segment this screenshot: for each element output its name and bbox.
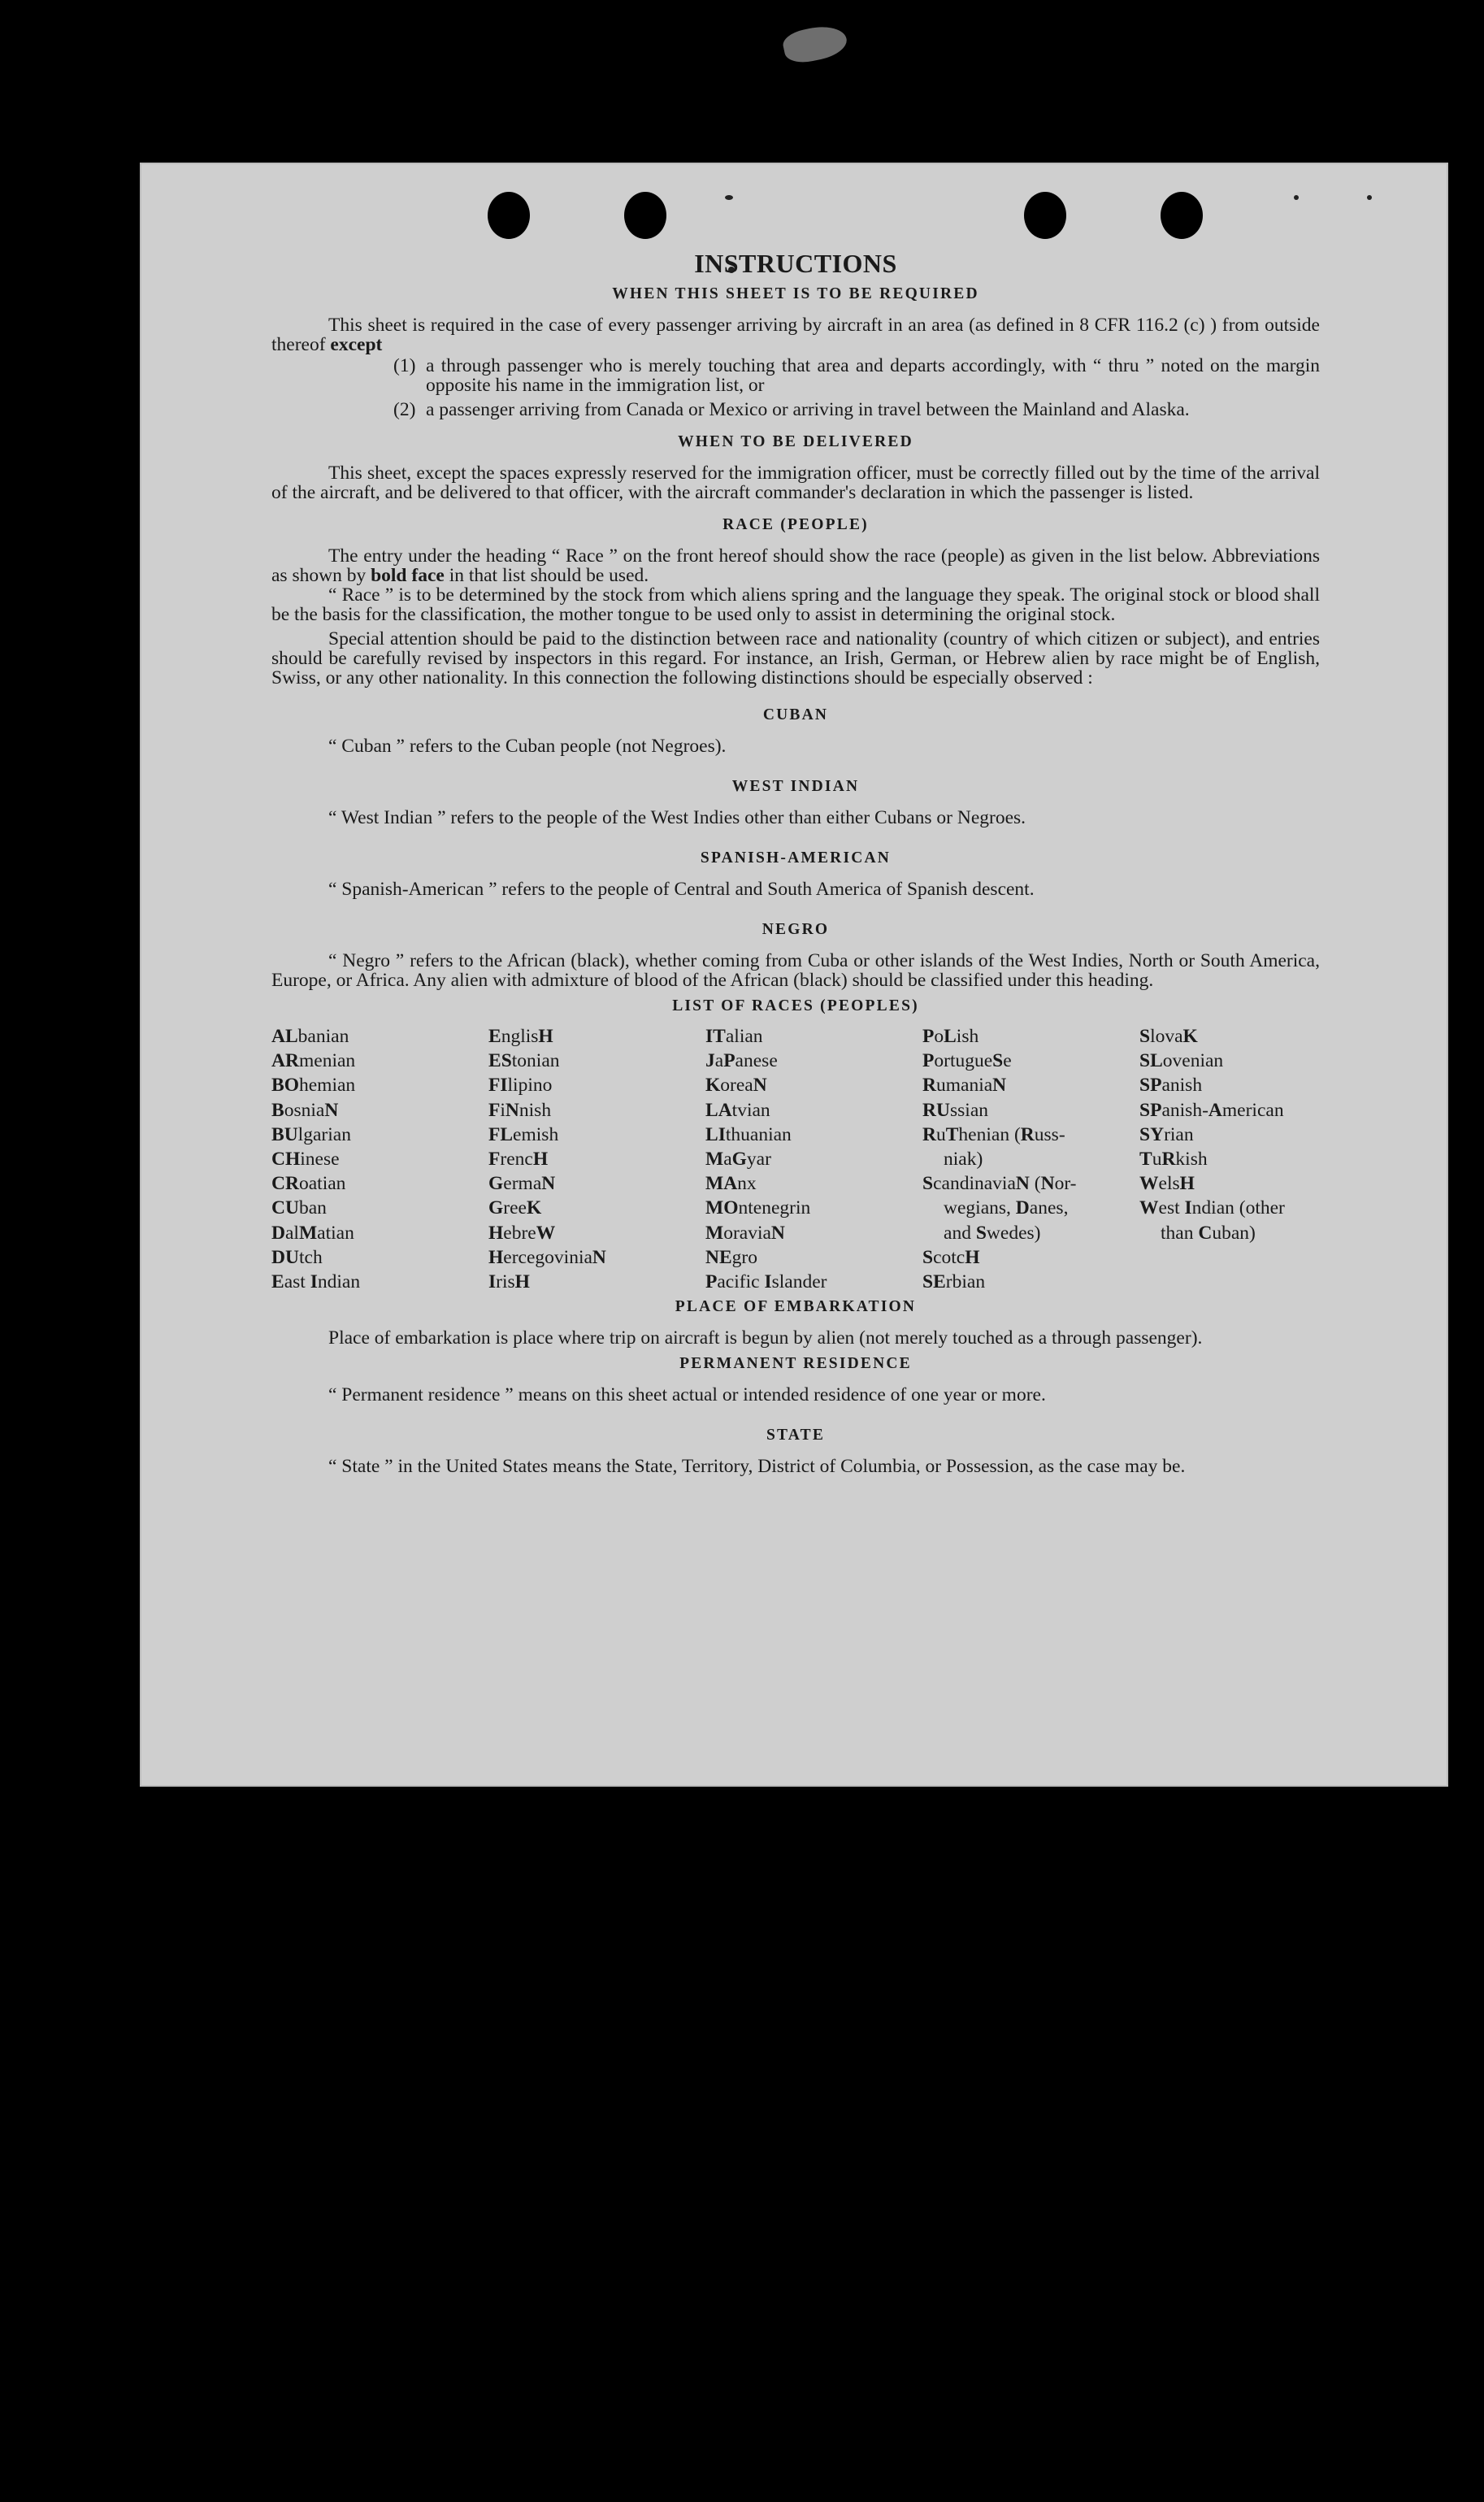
race-paragraph-1: [271, 546, 1320, 585]
race-entry: BosniaN: [271, 1099, 339, 1121]
state-definition: “ State ” in the United States means the State, Territory, District of Columbia, or Possession, as the case may be.: [328, 1456, 1186, 1478]
race-entry: LIthuanian: [705, 1123, 792, 1145]
race-entry: than Cuban): [1161, 1222, 1256, 1244]
race-entry: FLemish: [488, 1123, 559, 1145]
punch-hole: [624, 192, 666, 239]
exception-item: [393, 400, 1320, 419]
negro-definition: “ Negro ” refers to the African (black), whether coming from Cuba or other islands of the West Indies, North or South America, Europe, or Africa. Any alien with admixture of blood of the African (black) should be classified under this heading.: [271, 950, 1320, 991]
ink-speck: [1367, 195, 1372, 200]
section-heading-race: RACE (PEOPLE): [722, 516, 869, 533]
race-p1-end: in that list should be used.: [444, 565, 649, 586]
race-column: [922, 1024, 1139, 1294]
race-entry: HebreW: [488, 1222, 556, 1244]
when-required-text-main: This sheet is required in the case of every passenger arriving by aircraft in an area (as defined in 8 CFR 116.2 (c) ) from outside thereof: [271, 315, 1320, 355]
race-column: [705, 1024, 922, 1294]
punch-hole: [488, 192, 530, 239]
race-entry: BUlgarian: [271, 1123, 351, 1145]
race-column: [271, 1024, 488, 1294]
when-delivered-text: This sheet, except the spaces expressly reserved for the immigration officer, must be correctly filled out by the time of the arrival of the aircraft, and be delivered to that officer, with the aircraft commander's declaration in which the passenger is listed.: [271, 463, 1320, 503]
race-entry: FIlipino: [488, 1075, 553, 1097]
race-entry: PoLish: [922, 1026, 979, 1047]
race-entry: niak): [944, 1149, 983, 1171]
section-heading-cuban: CUBAN: [762, 706, 829, 723]
race-entry: SlovaK: [1139, 1026, 1198, 1047]
race-entry: MaGyar: [705, 1149, 771, 1171]
exception-text: a through passenger who is merely touching that area and departs accordingly, with “ thru ” noted on the margin opposite his name in the immigration list, or: [426, 355, 1320, 396]
race-entry: NEgro: [705, 1246, 757, 1268]
race-entry: MOntenegrin: [705, 1197, 811, 1219]
race-entry: FiNnish: [488, 1099, 552, 1121]
race-entry: Pacific Islander: [705, 1271, 827, 1293]
race-entry: East Indian: [271, 1271, 361, 1293]
race-entry: WelsH: [1139, 1173, 1195, 1195]
race-entry: TuRkish: [1139, 1149, 1208, 1171]
race-entry: MAnx: [705, 1173, 757, 1195]
race-entry: HercegoviniaN: [488, 1246, 606, 1268]
when-required-except: except: [330, 334, 383, 355]
cuban-definition: “ Cuban ” refers to the Cuban people (not Negroes).: [328, 736, 727, 757]
instruction-sheet: [140, 163, 1448, 1787]
race-entry: SPanish-American: [1139, 1099, 1284, 1121]
embarkation-definition: Place of embarkation is place where trip on aircraft is begun by alien (not merely touched as a through passenger).: [328, 1327, 1203, 1349]
punch-hole: [1024, 192, 1066, 239]
race-entry: DalMatian: [271, 1222, 354, 1244]
race-entry: CRoatian: [271, 1173, 346, 1195]
race-entry: EStonian: [488, 1050, 560, 1072]
paper-fragment: [781, 21, 850, 66]
race-entry: RumaniaN: [922, 1075, 1007, 1097]
race-entry: GermaN: [488, 1173, 556, 1195]
race-entry: RUssian: [922, 1099, 988, 1121]
race-entry: SErbian: [922, 1271, 986, 1293]
race-entry: RuThenian (Russ-: [922, 1123, 1065, 1145]
race-entry: BOhemian: [271, 1075, 356, 1097]
exception-number: (2): [393, 399, 416, 420]
race-entry: ScandinaviaN (Nor-: [922, 1173, 1077, 1195]
race-entry: FrencH: [488, 1149, 549, 1171]
section-heading-when-required: WHEN THIS SHEET IS TO BE REQUIRED: [612, 285, 979, 302]
section-heading-list-of-races: LIST OF RACES (PEOPLES): [672, 997, 919, 1014]
race-entry: ALbanian: [271, 1026, 349, 1047]
race-entry: GreeK: [488, 1197, 542, 1219]
race-paragraph-2: “ Race ” is to be determined by the stock from which aliens spring and the language they speak. The original stock or blood shall be the basis for the classification, the mother tongue to be used only to assist in determining the original stock.: [271, 584, 1320, 625]
race-entry: SLovenian: [1139, 1050, 1224, 1072]
section-heading-when-delivered: WHEN TO BE DELIVERED: [678, 433, 913, 450]
section-heading-negro: NEGRO: [762, 921, 830, 938]
race-list: [271, 1024, 1320, 1294]
ink-speck: [725, 195, 733, 200]
race-entry: EnglisH: [488, 1026, 553, 1047]
page-title: INSTRUCTIONS: [694, 249, 897, 278]
exception-text: a passenger arriving from Canada or Mexico or arriving in travel between the Mainland and Alaska.: [426, 399, 1190, 420]
race-p1-start: The entry under the heading “ Race ” on the front hereof should show the race (people) as given in the list below. Abbreviations as shown by: [271, 545, 1320, 586]
race-entry: West Indian (other: [1139, 1197, 1285, 1219]
race-entry: ARmenian: [271, 1050, 356, 1072]
race-paragraph-3: Special attention should be paid to the distinction between race and nationality (country of which citizen or subject), and entries should be carefully revised by inspectors in this regard. For instance, an Irish, German, or Hebrew alien by race might be of English, Swiss, or any other nationality. In this connection the following distinctions should be especially observed :: [271, 628, 1320, 688]
when-required-text: [271, 315, 1320, 354]
exception-item: [393, 356, 1320, 395]
race-p1-bold: bold face: [371, 565, 445, 586]
race-entry: KoreaN: [705, 1075, 767, 1097]
race-entry: JaPanese: [705, 1050, 778, 1072]
section-heading-spanish-american: SPANISH-AMERICAN: [700, 849, 892, 867]
race-entry: MoraviaN: [705, 1222, 785, 1244]
race-column: [488, 1024, 705, 1294]
ink-speck: [1294, 195, 1299, 200]
section-heading-residence: PERMANENT RESIDENCE: [679, 1355, 912, 1373]
west-indian-definition: “ West Indian ” refers to the people of the West Indies other than either Cubans or Negroes.: [328, 807, 1026, 828]
race-entry: SPanish: [1139, 1075, 1203, 1097]
race-column: [1139, 1024, 1320, 1294]
section-heading-west-indian: WEST INDIAN: [731, 778, 860, 795]
section-heading-state: STATE: [766, 1427, 826, 1444]
race-entry: and Swedes): [944, 1222, 1041, 1244]
race-entry: IrisH: [488, 1271, 530, 1293]
race-entry: PortugueSe: [922, 1050, 1012, 1072]
race-entry: LAtvian: [705, 1099, 770, 1121]
spanish-american-definition: “ Spanish-American ” refers to the people of Central and South America of Spanish descent.: [328, 879, 1035, 900]
race-entry: DUtch: [271, 1246, 323, 1268]
race-entry: ITalian: [705, 1026, 763, 1047]
residence-definition: “ Permanent residence ” means on this sheet actual or intended residence of one year or more.: [328, 1384, 1046, 1406]
race-entry: CHinese: [271, 1149, 340, 1171]
punch-hole: [1161, 192, 1203, 239]
race-entry: ScotcH: [922, 1246, 980, 1268]
exception-number: (1): [393, 355, 416, 376]
section-heading-embarkation: PLACE OF EMBARKATION: [675, 1298, 917, 1316]
race-entry: SYrian: [1139, 1123, 1194, 1145]
instructions-content: [271, 249, 1320, 1478]
race-entry: wegians, Danes,: [944, 1197, 1069, 1219]
race-entry: CUban: [271, 1197, 327, 1219]
